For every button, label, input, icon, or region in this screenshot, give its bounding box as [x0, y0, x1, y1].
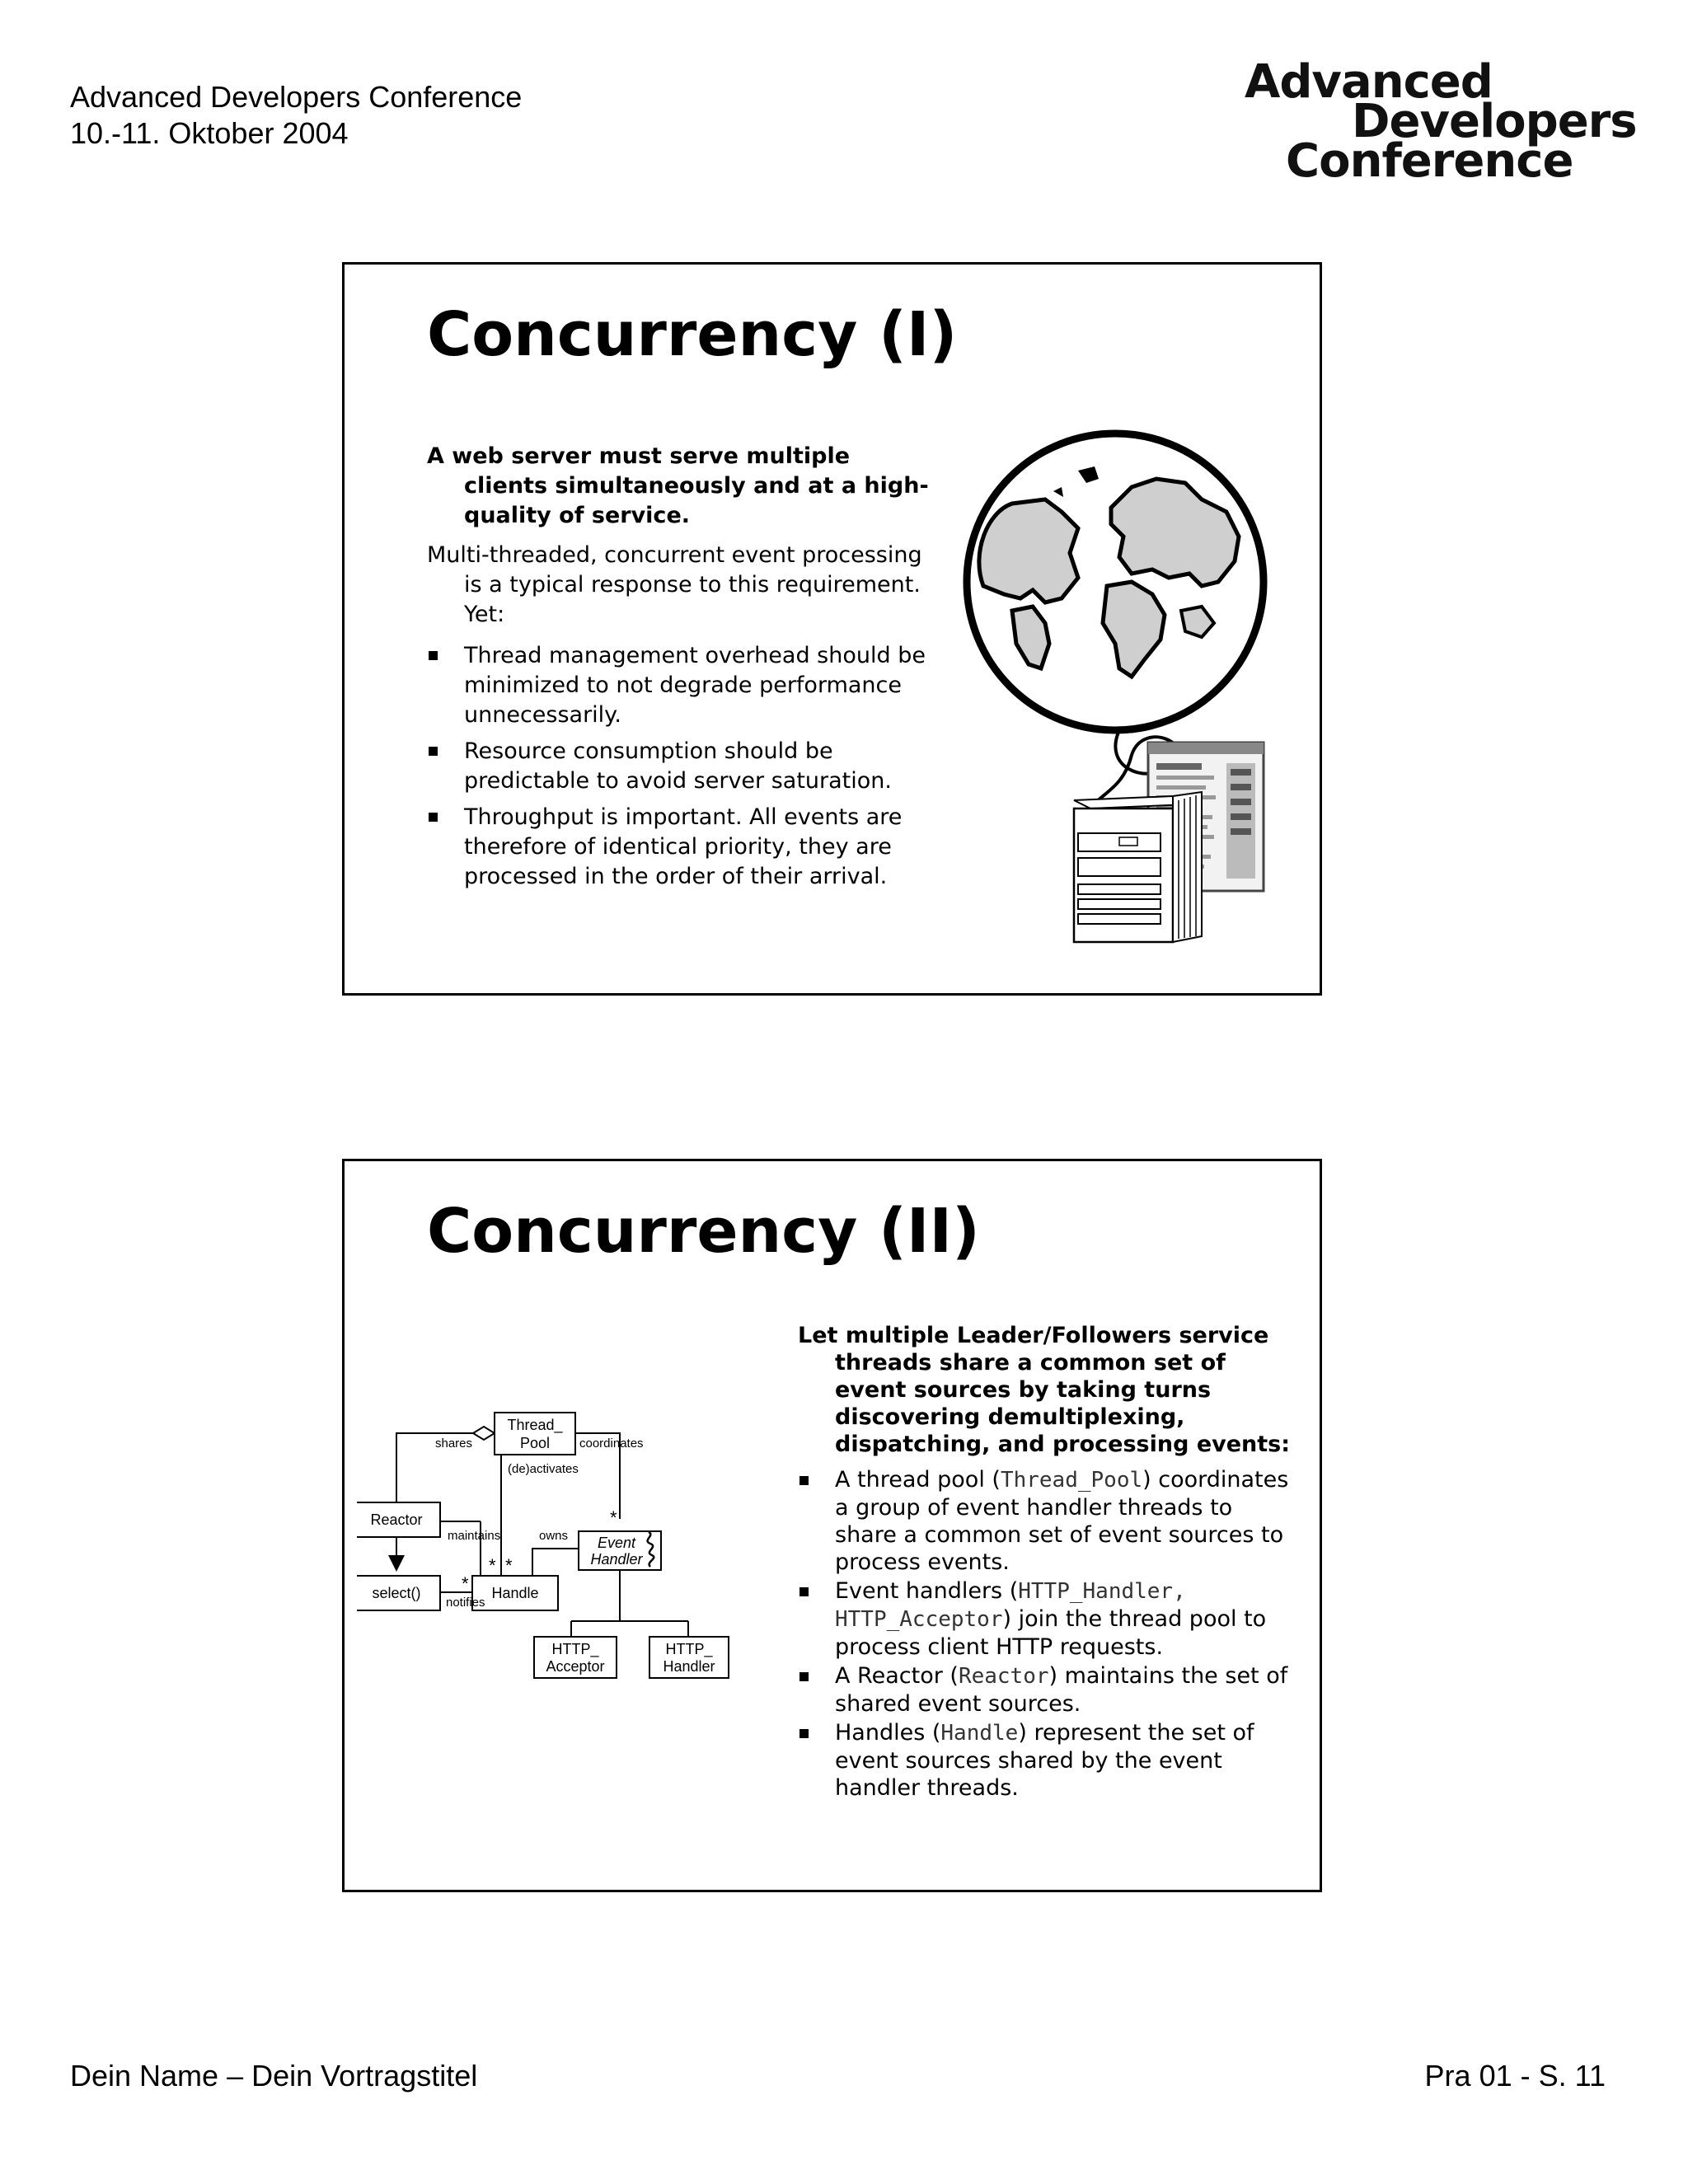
slide-2-title: Concurrency (II) — [427, 1196, 980, 1267]
maintains-label: maintains — [448, 1529, 501, 1543]
bullet-icon — [429, 747, 438, 756]
slide-2 — [342, 1159, 1322, 1892]
conference-logo — [1245, 55, 1637, 188]
multiplicity-star: * — [610, 1507, 617, 1528]
owns-label: owns — [539, 1529, 569, 1543]
bullet-icon — [799, 1729, 809, 1738]
slide-1 — [342, 262, 1322, 996]
slide-2-bullets — [798, 1466, 1292, 1802]
coordinates-label: coordinates — [579, 1436, 644, 1451]
conference-name: Advanced Developers Conference — [70, 80, 523, 114]
leader-followers-class-diagram — [357, 1408, 802, 1680]
event-handler-label-2: Handler — [590, 1551, 643, 1568]
logo-line-1: Advanced — [1245, 55, 1493, 109]
select-label: select() — [372, 1585, 421, 1601]
slide-1-title: Concurrency (I) — [427, 299, 958, 370]
multiplicity-star: * — [462, 1573, 469, 1594]
http-handler-label-2: Handler — [663, 1658, 715, 1675]
deactivates-label: (de)activates — [508, 1462, 579, 1476]
multiplicity-star: * — [489, 1555, 496, 1576]
page-header — [70, 79, 522, 152]
list-item: Throughput is important. All events are therefore of identical priority, they are processed in the order of their arrival. — [427, 803, 938, 892]
globe-server-illustration — [954, 421, 1284, 949]
list-item: Handles (Handle) represent the set of event sources shared by the event handler threads. — [798, 1719, 1292, 1802]
handle-label: Handle — [491, 1585, 539, 1601]
slide-1-intro: A web server must serve multiple clients simultaneously and at a high-quality of service. — [427, 443, 929, 528]
notifies-label: notifies — [446, 1596, 485, 1610]
list-item: Thread management overhead should be minimized to not degrade performance unnecessarily. — [427, 641, 938, 730]
slide-2-body — [798, 1322, 1292, 1803]
logo-line-2: Developers — [1352, 95, 1637, 148]
thread-pool-label-1: Thread_ — [507, 1417, 563, 1433]
http-handler-label-1: HTTP_ — [665, 1641, 713, 1657]
slide-1-body — [427, 442, 938, 898]
aggregation-diamond-icon — [473, 1427, 495, 1440]
http-acceptor-label-1: HTTP_ — [551, 1641, 599, 1657]
list-item: A thread pool (Thread_Pool) coordinates a group of event handler threads to share a common set of event sources to process events. — [798, 1466, 1292, 1576]
footer-author-title: Dein Name – Dein Vortragstitel — [70, 2059, 478, 2093]
list-item: Resource consumption should be predictable to avoid server saturation. — [427, 737, 938, 796]
footer-page-number: Pra 01 - S. 11 — [1424, 2059, 1606, 2093]
slide-1-paragraph: Multi-threaded, concurrent event processing is a typical response to this requirement. Yet: — [427, 542, 922, 627]
bullet-icon — [429, 813, 438, 822]
shares-label: shares — [435, 1436, 473, 1451]
bullet-icon — [799, 1672, 809, 1681]
slide-1-bullets — [427, 641, 938, 892]
logo-line-3: Conference — [1286, 134, 1573, 188]
bullet-icon — [429, 651, 438, 660]
multiplicity-star: * — [505, 1555, 513, 1576]
bullet-icon — [799, 1587, 809, 1596]
slide-2-intro: Let multiple Leader/Followers service threads share a common set of event sources by taking turns discovering demultiplexing, dispatching, and processing events: — [798, 1323, 1291, 1457]
globe-icon — [967, 434, 1264, 730]
list-item: A Reactor (Reactor) maintains the set of shared event sources. — [798, 1662, 1292, 1718]
reactor-label: Reactor — [370, 1511, 423, 1528]
thread-pool-label-2: Pool — [519, 1435, 551, 1451]
conference-date: 10.-11. Oktober 2004 — [70, 116, 349, 150]
list-item: Event handlers (HTTP_Handler, HTTP_Acceptor) join the thread pool to process client HTTP requests. — [798, 1577, 1292, 1661]
bullet-icon — [799, 1476, 809, 1485]
server-icon — [1074, 792, 1202, 942]
event-handler-label-1: Event — [597, 1535, 636, 1551]
http-acceptor-label-2: Acceptor — [546, 1658, 605, 1675]
